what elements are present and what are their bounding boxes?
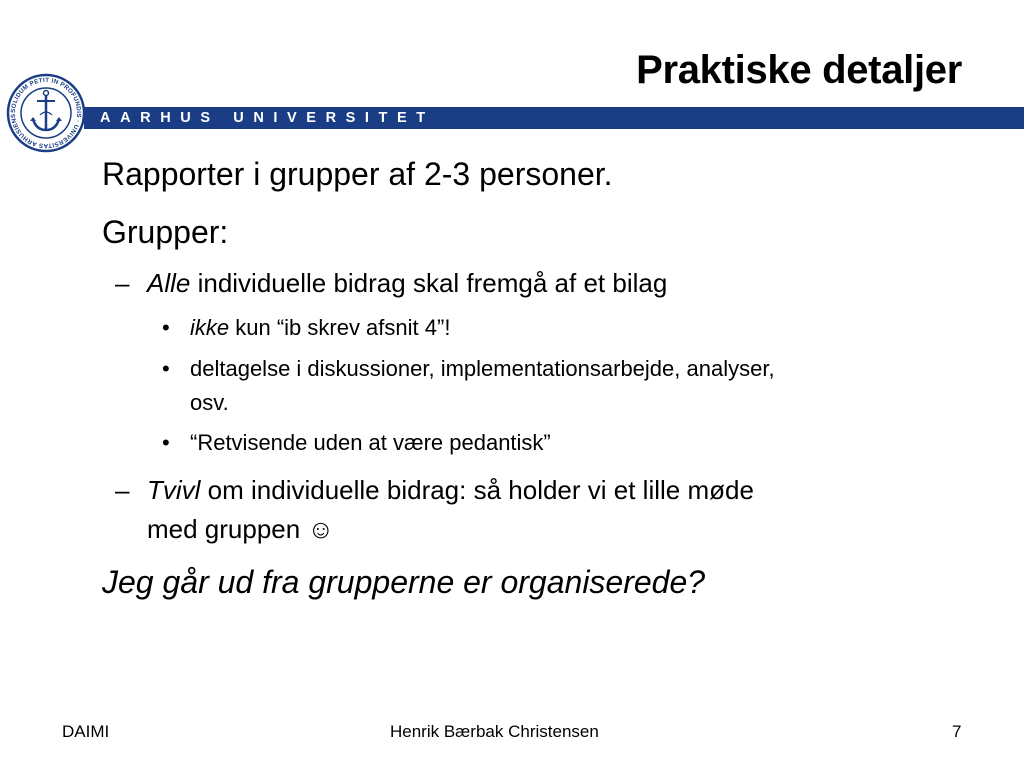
slide-title: Praktiske detaljer xyxy=(636,48,962,92)
university-name: AARHUS UNIVERSITET xyxy=(100,110,435,126)
bullet-marker: • xyxy=(162,315,170,340)
footer-left: DAIMI xyxy=(62,722,110,741)
sub-item-text: kun “ib skrev afsnit 4”! xyxy=(229,315,451,340)
dash-marker: – xyxy=(115,475,130,505)
list-item-doubt-line1 xyxy=(147,475,754,506)
footer-author: Henrik Bærbak Christensen xyxy=(390,722,599,741)
list-item-individual-contributions xyxy=(147,268,667,299)
sub-item-not-only xyxy=(190,315,450,341)
list-item-text: individuelle bidrag skal fremgå af et bilag xyxy=(190,268,668,298)
bullet-marker: • xyxy=(162,430,170,455)
paragraph-question: Jeg går ud fra grupperne er organiserede? xyxy=(102,564,706,600)
emphasis-tvivl: Tvivl xyxy=(147,475,201,505)
dash-marker: – xyxy=(115,268,130,298)
paragraph-groups: Grupper: xyxy=(102,214,229,250)
paragraph-reports: Rapporter i grupper af 2-3 personer. xyxy=(102,156,613,192)
sub-item-fair: “Retvisende uden at være pedantisk” xyxy=(190,430,551,455)
seal-text: SOLIDUM PETIT IN PROFUNDIS · UNIVERSITAS ARHUSIENS xyxy=(9,76,83,150)
aarhus-university-seal-icon xyxy=(6,73,86,153)
bullet-marker: • xyxy=(162,356,170,381)
emphasis-ikke: ikke xyxy=(190,315,230,340)
emphasis-alle: Alle xyxy=(147,268,191,298)
university-band xyxy=(84,107,1024,129)
sub-item-participation-line2: osv. xyxy=(190,390,229,415)
list-item-text: om individuelle bidrag: så holder vi et lille møde xyxy=(200,475,754,505)
list-item-doubt-line2: med gruppen ☺ xyxy=(147,514,334,544)
sub-item-participation-line1: deltagelse i diskussioner, implementationsarbejde, analyser, xyxy=(190,356,775,381)
page-number: 7 xyxy=(952,722,962,741)
